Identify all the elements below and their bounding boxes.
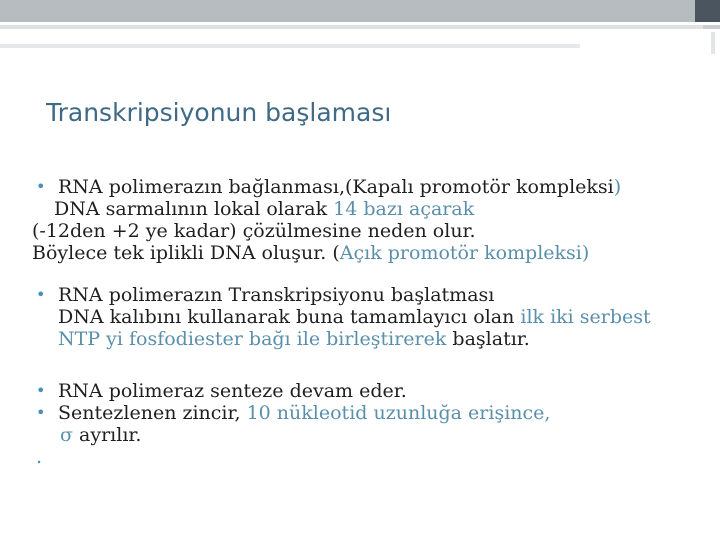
slide-content — [32, 176, 712, 468]
text-line — [32, 328, 712, 350]
top-decor-line-end — [703, 25, 720, 29]
paragraph-2 — [32, 284, 712, 350]
right-decor-line — [711, 32, 715, 54]
text: RNA polimerazın Transkripsiyonu başlatması — [58, 284, 495, 306]
bullet-icon: • — [36, 403, 46, 422]
bullet-line — [32, 284, 712, 306]
text-line — [32, 424, 712, 446]
text: ayrılır. — [72, 424, 142, 446]
text: RNA polimerazın bağlanması,(Kapalı promotör kompleksi — [58, 176, 614, 198]
text-line — [32, 306, 712, 328]
text: DNA sarmalının lokal olarak — [54, 198, 334, 220]
top-decor-line — [0, 25, 703, 29]
bullet-line — [32, 402, 712, 424]
text: RNA polimeraz senteze devam eder. — [58, 380, 407, 402]
text: (-12den +2 ye kadar) çözülmesine neden olur. — [32, 220, 476, 242]
accent-text: 14 bazı açarak — [333, 198, 475, 220]
top-decor-line-2 — [0, 44, 580, 48]
trailing-dot: . — [36, 446, 43, 468]
bullet-icon: • — [36, 285, 46, 304]
text-line — [32, 220, 712, 242]
bullet-line — [32, 380, 712, 402]
accent-text: NTP yi fosfodiester bağı ile birleştirerek — [58, 328, 453, 350]
sigma-symbol: σ — [60, 424, 73, 446]
top-decor-bar-dark — [695, 0, 720, 22]
text-line — [32, 198, 712, 220]
accent-text: ilk iki serbest — [520, 306, 651, 328]
paragraph-3 — [32, 380, 712, 468]
paragraph-1 — [32, 176, 712, 264]
text: başlatır. — [452, 328, 530, 350]
text-line — [32, 242, 712, 264]
accent-text: ) — [613, 176, 622, 198]
accent-text: Açık promotör kompleksi) — [339, 242, 590, 264]
text: DNA kalıbını kullanarak buna tamamlayıcı olan — [58, 306, 521, 328]
bullet-icon: • — [36, 381, 46, 400]
text: Sentezlenen zincir, — [58, 402, 247, 424]
text: Böylece tek iplikli DNA oluşur. ( — [32, 242, 340, 264]
top-decor-bar — [0, 0, 695, 22]
bullet-line — [32, 176, 712, 198]
accent-text: 10 nükleotid uzunluğa erişince, — [246, 402, 551, 424]
slide-title: Transkripsiyonun başlaması — [46, 98, 392, 127]
bullet-icon: • — [36, 177, 46, 196]
